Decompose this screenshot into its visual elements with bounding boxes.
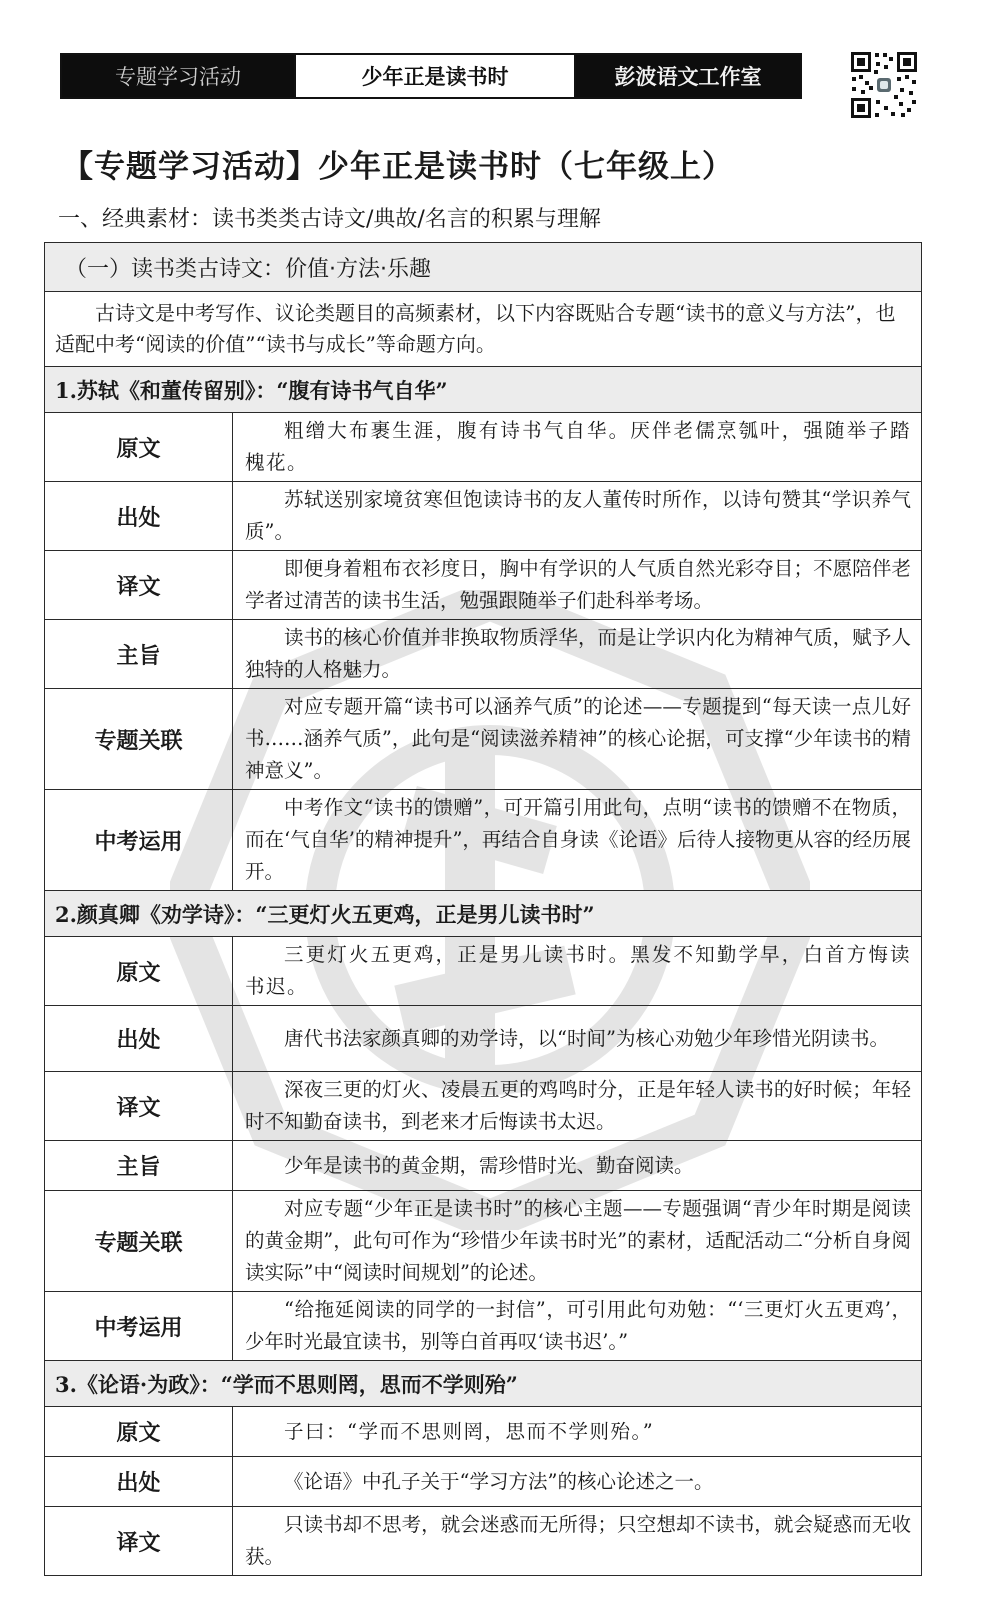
row-label: 专题关联: [45, 689, 233, 790]
row-label: 出处: [45, 1457, 233, 1507]
row-text: 对应专题“少年正是读书时”的核心主题——专题强调“青少年时期是阅读的黄金期”，此句可作为“珍惜少年读书时光”的素材，适配活动二“分析自身阅读实际”中“阅读时间规划”的论述。: [233, 1191, 922, 1292]
table-row: [45, 689, 922, 790]
section-heading-row: [45, 243, 922, 292]
row-text: 粗缯大布裹生涯，腹有诗书气自华。厌伴老儒烹瓠叶，强随举子踏槐花。: [233, 413, 922, 482]
table-row: [45, 1292, 922, 1361]
row-label: 译文: [45, 1072, 233, 1141]
row-text: “给拖延阅读的同学的一封信”，可引用此句劝勉：“‘三更灯火五更鸡’，少年时光最宜读书，别等白首再叹‘读书迟’。”: [233, 1292, 922, 1361]
qr-code-icon: [849, 50, 919, 120]
table-row: [45, 790, 922, 891]
row-label: 译文: [45, 551, 233, 620]
row-text: 对应专题开篇“读书可以涵养气质”的论述——专题提到“每天读一点儿好书……涵养气质”，此句是“阅读滋养精神”的核心论据，可支撑“少年读书的精神意义”。: [233, 689, 922, 790]
section-heading: （一）读书类古诗文：价值·方法·乐趣: [45, 243, 922, 292]
intro-row: [45, 292, 922, 367]
row-label: 主旨: [45, 620, 233, 689]
row-text: 读书的核心价值并非换取物质浮华，而是让学识内化为精神气质，赋予人独特的人格魅力。: [233, 620, 922, 689]
poem-heading: 3.《论语·为政》：“学而不思则罔，思而不学则殆”: [45, 1361, 922, 1407]
poem-heading: 1.苏轼《和董传留别》：“腹有诗书气自华”: [45, 367, 922, 413]
table-row: [45, 1507, 922, 1576]
table-row: [45, 1072, 922, 1141]
header-bar: [60, 53, 802, 99]
header-center: 少年正是读书时: [294, 55, 576, 97]
row-label: 专题关联: [45, 1191, 233, 1292]
row-label: 译文: [45, 1507, 233, 1576]
row-text: 《论语》中孔子关于“学习方法”的核心论述之一。: [233, 1457, 922, 1507]
table-row: [45, 413, 922, 482]
content-table: [44, 242, 922, 1576]
row-label: 中考运用: [45, 790, 233, 891]
row-text: 少年是读书的黄金期，需珍惜时光、勤奋阅读。: [233, 1141, 922, 1191]
row-label: 原文: [45, 413, 233, 482]
row-text: 三更灯火五更鸡，正是男儿读书时。黑发不知勤学早，白首方悔读书迟。: [233, 937, 922, 1006]
row-text: 即便身着粗布衣衫度日，胸中有学识的人气质自然光彩夺目；不愿陪伴老学者过清苦的读书生活，勉强跟随举子们赴科举考场。: [233, 551, 922, 620]
table-row: [45, 1191, 922, 1292]
row-label: 原文: [45, 937, 233, 1006]
table-row: [45, 1407, 922, 1457]
row-text: 中考作文“读书的馈赠”，可开篇引用此句，点明“读书的馈赠不在物质，而在‘气自华’的精神提升”，再结合自身读《论语》后待人接物更从容的经历展开。: [233, 790, 922, 891]
header-left: 专题学习活动: [62, 55, 294, 97]
table-row: [45, 1006, 922, 1072]
row-label: 出处: [45, 482, 233, 551]
poem-heading-row: [45, 891, 922, 937]
table-row: [45, 1457, 922, 1507]
row-text: 唐代书法家颜真卿的劝学诗，以“时间”为核心劝勉少年珍惜光阴读书。: [233, 1006, 922, 1072]
row-text: 苏轼送别家境贫寒但饱读诗书的友人董传时所作，以诗句赞其“学识养气质”。: [233, 482, 922, 551]
row-label: 原文: [45, 1407, 233, 1457]
table-row: [45, 937, 922, 1006]
table-row: [45, 1141, 922, 1191]
page-title: 【专题学习活动】少年正是读书时（七年级上）: [62, 149, 734, 185]
table-row: [45, 620, 922, 689]
poem-heading-row: [45, 367, 922, 413]
row-label: 中考运用: [45, 1292, 233, 1361]
poem-heading: 2.颜真卿《劝学诗》：“三更灯火五更鸡，正是男儿读书时”: [45, 891, 922, 937]
header-right: 彭波语文工作室: [576, 55, 800, 97]
row-text: 深夜三更的灯火、凌晨五更的鸡鸣时分，正是年轻人读书的好时候；年轻时不知勤奋读书，到老来才后悔读书太迟。: [233, 1072, 922, 1141]
row-label: 主旨: [45, 1141, 233, 1191]
table-row: [45, 551, 922, 620]
table-row: [45, 482, 922, 551]
section-subtitle: 一、经典素材：读书类类古诗文/典故/名言的积累与理解: [58, 207, 601, 232]
row-text: 只读书却不思考，就会迷惑而无所得；只空想却不读书，就会疑惑而无收获。: [233, 1507, 922, 1576]
intro-text: 古诗文是中考写作、议论类题目的高频素材，以下内容既贴合专题“读书的意义与方法”，也适配中考“阅读的价值”“读书与成长”等命题方向。: [45, 292, 922, 367]
row-text: 子曰：“学而不思则罔，思而不学则殆。”: [233, 1407, 922, 1457]
poem-heading-row: [45, 1361, 922, 1407]
row-label: 出处: [45, 1006, 233, 1072]
